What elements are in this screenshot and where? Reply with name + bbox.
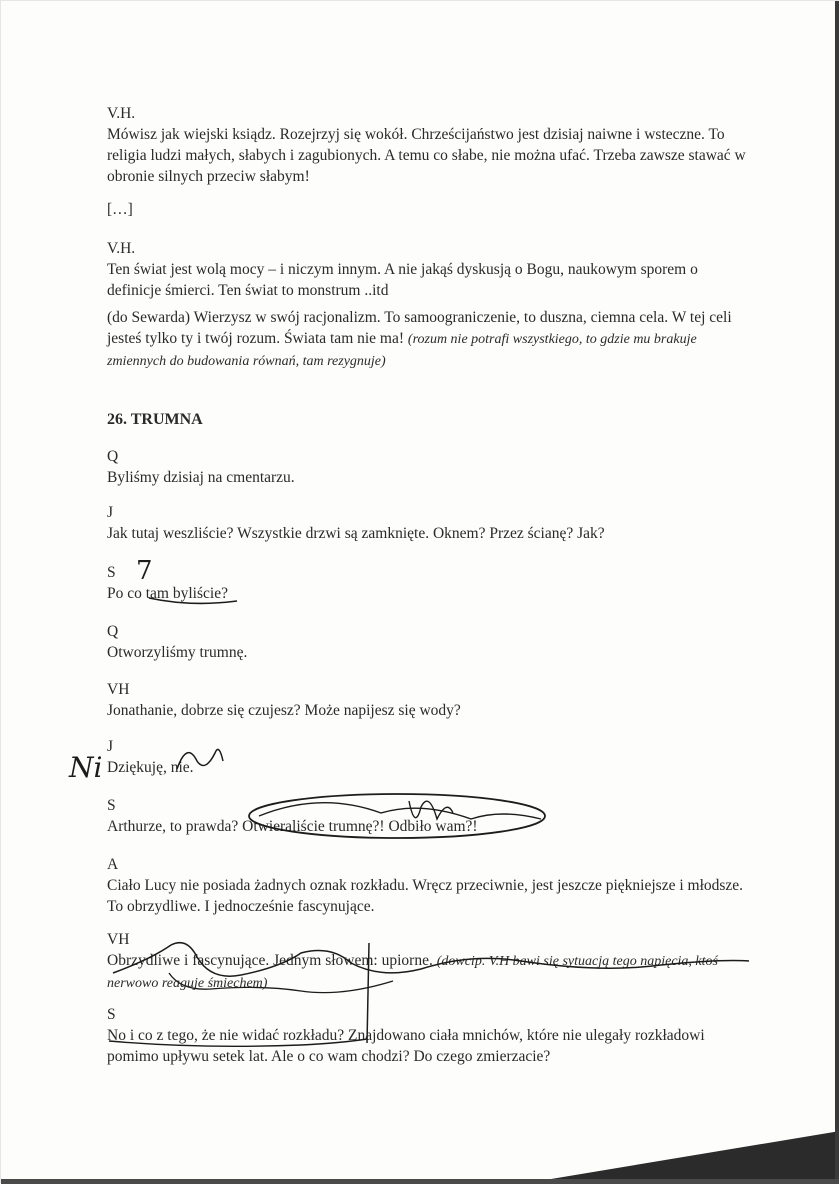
block-vh-1 bbox=[107, 103, 747, 187]
speaker-label: Q bbox=[107, 623, 119, 640]
speaker-label: S bbox=[107, 797, 116, 814]
struck-out-text: Otwieraliście trumnę?! Odbiło wam?! bbox=[242, 818, 478, 835]
dialogue-text: Arthurze, to prawda? bbox=[107, 818, 239, 835]
block-q-1 bbox=[107, 446, 295, 488]
block-j-2 bbox=[107, 736, 194, 778]
dialogue-text: Mówisz jak wiejski ksiądz. Rozejrzyj się wokół. Chrześcijaństwo jest dzisiaj naiwne i wsteczne. To religia ludzi małych, słabych i zagubionych. A temu co słabe, nie można ufać. Trzeba zawsze stawać w obronie silnych przeciw słabym! bbox=[107, 126, 746, 185]
speaker-label: J bbox=[107, 504, 114, 521]
block-s-1 bbox=[107, 562, 228, 604]
speaker-label: Q bbox=[107, 448, 119, 465]
block-vh-2 bbox=[107, 238, 747, 301]
speaker-label: VH bbox=[107, 931, 130, 948]
block-q-2 bbox=[107, 621, 247, 663]
block-vh-4 bbox=[107, 929, 747, 994]
block-seward-aside bbox=[107, 307, 737, 372]
speaker-label: J bbox=[107, 738, 114, 755]
ellipsis: […] bbox=[107, 201, 133, 218]
dialogue-text: Otworzyliśmy trumnę. bbox=[107, 644, 248, 661]
dialogue-text: No i co z tego, że nie widać rozkładu? Znajdowano ciała mnichów, które nie ulegały rozkładowi pomimo upływu setek lat. Ale o co wam chodzi? Do czego zmierzacie? bbox=[107, 1027, 705, 1065]
stage-direction: (dowcip. V.H bawi się sytuacją tego napięcia, ktoś nerwowo reaguje śmiechem) bbox=[107, 954, 718, 991]
scene-heading: 26. TRUMNA bbox=[107, 411, 203, 428]
margin-note: Ni bbox=[69, 751, 103, 784]
block-vh-3 bbox=[107, 679, 461, 721]
speaker-label: VH bbox=[107, 681, 130, 698]
dialogue-text: Po co tam byliście? bbox=[107, 585, 228, 602]
ellipsis-block bbox=[107, 199, 133, 220]
dialogue-text: Ciało Lucy nie posiada żadnych oznak rozkładu. Wręcz przeciwnie, jest jeszcze piękniejsze i młodsze. To obrzydliwe. I jednocześnie fascynujące. bbox=[107, 877, 744, 915]
block-j-1 bbox=[107, 502, 605, 544]
dialogue-text: Dziękuję, nie. bbox=[107, 759, 194, 776]
speaker-label: S bbox=[107, 564, 116, 581]
stage-direction: (rozum nie potrafi wszystkiego, to gdzie mu brakuje zmiennych do budowania równań, tam rezygnuje) bbox=[107, 332, 697, 369]
dialogue-text: (do Sewarda) Wierzysz w swój racjonalizm. To samoograniczenie, to duszna, ciemna cela. W tej celi jesteś tylko ty i twój rozum. Świata tam nie ma! bbox=[107, 309, 732, 347]
dialogue-text: Obrzydliwe i fascynujące. Jednym słowem: upiorne. bbox=[107, 952, 433, 969]
dialogue-text: Ten świat jest wolą mocy – i niczym innym. A nie jakąś dyskusją o Bogu, naukowym sporem o definicje śmierci. Ten świat to monstrum ..itd bbox=[107, 261, 698, 299]
speaker-label: V.H. bbox=[107, 240, 136, 257]
handwritten-seven: 7 bbox=[136, 556, 153, 586]
speaker-label: A bbox=[107, 856, 119, 873]
dialogue-text: Jak tutaj weszliście? Wszystkie drzwi są zamknięte. Oknem? Przez ścianę? Jak? bbox=[107, 525, 605, 542]
speaker-label: S bbox=[107, 1006, 116, 1023]
block-s-3 bbox=[107, 1004, 747, 1067]
block-s-2 bbox=[107, 795, 747, 837]
speaker-label: V.H. bbox=[107, 105, 136, 122]
dialogue-text: Jonathanie, dobrze się czujesz? Może napijesz się wody? bbox=[107, 702, 461, 719]
dialogue-text: Byliśmy dzisiaj na cmentarzu. bbox=[107, 469, 295, 486]
block-a-1 bbox=[107, 854, 747, 917]
